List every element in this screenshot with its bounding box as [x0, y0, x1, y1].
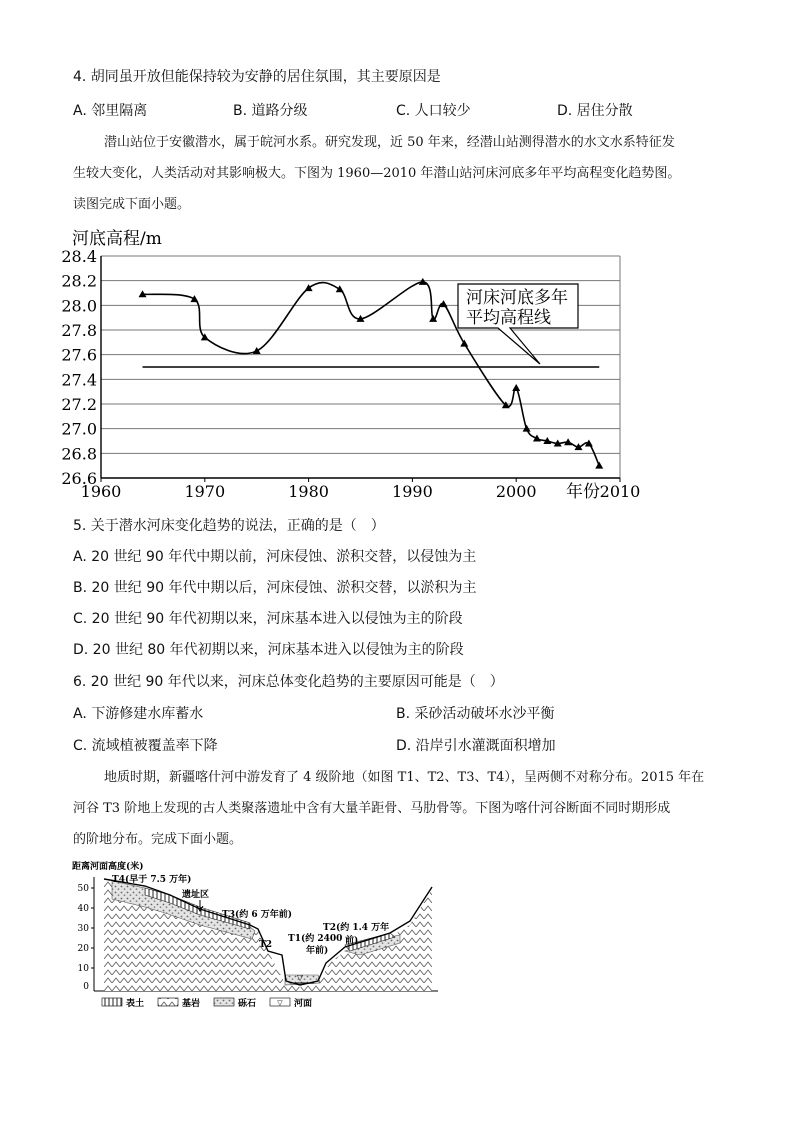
terrace-ytick: 0 [83, 982, 89, 992]
chart-y-tick-label: 27.4 [61, 370, 97, 390]
chart-x-tick-label: 1990 [392, 482, 433, 501]
passage1-line-3: 读图完成下面小题。 [73, 197, 191, 212]
terrace-label-t4: T4(早于 7.5 万年) [112, 875, 192, 885]
legend-bedrock-swatch [158, 998, 178, 1006]
legend-gravel-label: 砾石 [238, 999, 257, 1009]
chart-y-tick-label: 27.0 [61, 419, 97, 439]
chart-y-tick-label: 28.4 [61, 247, 97, 266]
chart-y-tick-label: 27.8 [61, 321, 97, 340]
terrace-ytick: 20 [77, 944, 89, 954]
terrace-label-t2-left: T2 [259, 940, 272, 950]
terrace-label-t1-line1: T1(约 2400 [288, 934, 343, 944]
q6-option-b: B. 采砂活动破坏水沙平衡 [396, 706, 555, 722]
q6-option-a: A. 下游修建水库蓄水 [73, 706, 204, 722]
passage2-line-1: 地质时期，新疆喀什河中游发育了 4 级阶地（如图 T1、T2、T3、T4），呈两侧不对称分布。2015 年在 [104, 770, 705, 785]
q4-option-c: C. 人口较少 [396, 103, 471, 119]
terrace-ytick: 30 [77, 924, 89, 934]
q6-option-d: D. 沿岸引水灌溉面积增加 [396, 738, 556, 754]
data-point-marker [419, 278, 427, 285]
legend-topsoil-swatch [102, 998, 122, 1006]
legend-river-icon: ▽ [277, 998, 283, 1007]
q5-option-a: A. 20 世纪 90 年代中期以前，河床侵蚀、淤积交替，以侵蚀为主 [73, 549, 477, 565]
terrace-label-t1-line2: 年前) [306, 946, 329, 956]
chart-y-tick-label: 28.0 [61, 296, 97, 316]
terrace-y-axis-label: 距离河面高度(米) [72, 862, 144, 872]
passage1-line-2: 生较大变化，人类活动对其影响极大。下图为 1960—2010 年潜山站河床河底多年平均高程变化趋势图。 [73, 166, 681, 181]
q4-option-b: B. 道路分级 [233, 103, 308, 119]
chart-y-tick-label: 26.8 [61, 444, 97, 464]
terrace-label-t2-right-line1: T2(约 1.4 万年 [323, 923, 390, 933]
terrace-cross-section-diagram [0, 855, 794, 1015]
chart-x-tick-label: 2010 [599, 482, 641, 501]
chart-y-tick-label: 28.2 [61, 271, 97, 291]
terrace-ytick: 50 [77, 884, 89, 894]
q4-option-a: A. 邻里隔离 [73, 103, 148, 119]
chart-y-tick-label: 27.2 [61, 395, 97, 414]
q5-option-d: D. 20 世纪 80 年代初期以来，河床基本进入以侵蚀为主的阶段 [73, 642, 464, 658]
callout-text: 平均高程线 [466, 308, 551, 328]
terrace-label-t3: T3(约 6 万年前) [222, 910, 293, 920]
q5-option-b: B. 20 世纪 90 年代中期以后，河床侵蚀、淤积交替，以淤积为主 [73, 580, 477, 596]
terrace-ytick: 40 [77, 904, 89, 914]
data-point-marker [305, 284, 313, 291]
chart-x-axis-label: 年份 [566, 482, 600, 502]
chart-x-tick-label: 1980 [288, 482, 329, 501]
chart-x-tick-label: 1960 [80, 482, 122, 501]
q5-option-c: C. 20 世纪 90 年代初期以来，河床基本进入以侵蚀为主的阶段 [73, 611, 463, 627]
river-marker-icon: ▽ [296, 973, 304, 982]
data-point-marker [336, 285, 344, 292]
data-point-marker [190, 295, 198, 302]
q6-stem: 6. 20 世纪 90 年代以来，河床总体变化趋势的主要原因可能是（ ） [73, 674, 504, 690]
chart-x-tick-label: 1970 [184, 482, 226, 501]
terrace-label-site: 遗址区 [182, 890, 210, 900]
legend-bedrock-label: 基岩 [182, 999, 201, 1009]
chart-y-axis-label: 河底高程/m [72, 229, 162, 249]
chart-y-tick-label: 27.6 [61, 345, 97, 365]
q4-stem: 4. 胡同虽开放但能保持较为安静的居住氛围，其主要原因是 [73, 69, 441, 85]
chart-y-tick-label: 26.6 [61, 469, 97, 488]
passage2-line-3: 的阶地分布。完成下面小题。 [73, 832, 243, 847]
q5-stem: 5. 关于潜水河床变化趋势的说法，正确的是（ ） [73, 518, 385, 534]
passage1-line-1: 潜山站位于安徽潜水，属于皖河水系。研究发现，近 50 年来，经潜山站测得潜水的水文水系特征发 [104, 135, 675, 150]
terrace-label-t2-right-line2: 前) [345, 936, 359, 946]
legend-topsoil-label: 表土 [126, 999, 145, 1009]
q6-option-c: C. 流域植被覆盖率下降 [73, 738, 218, 754]
data-point-marker [595, 462, 603, 469]
chart-x-tick-label: 2000 [495, 482, 537, 501]
terrace-ytick: 10 [77, 964, 89, 974]
q4-option-d: D. 居住分散 [557, 103, 633, 119]
legend-river-label: 河面 [294, 999, 313, 1009]
passage2-line-2: 河谷 T3 阶地上发现的古人类聚落遗址中含有大量羊距骨、马肋骨等。下图为喀什河谷断面不同时期形成 [73, 801, 671, 816]
callout-text: 河床河底多年 [466, 288, 568, 308]
data-point-marker [512, 384, 520, 391]
data-point-marker [253, 347, 261, 354]
data-point-marker [460, 340, 468, 347]
legend-gravel-swatch [214, 998, 234, 1006]
riverbed-elevation-chart [0, 220, 794, 510]
